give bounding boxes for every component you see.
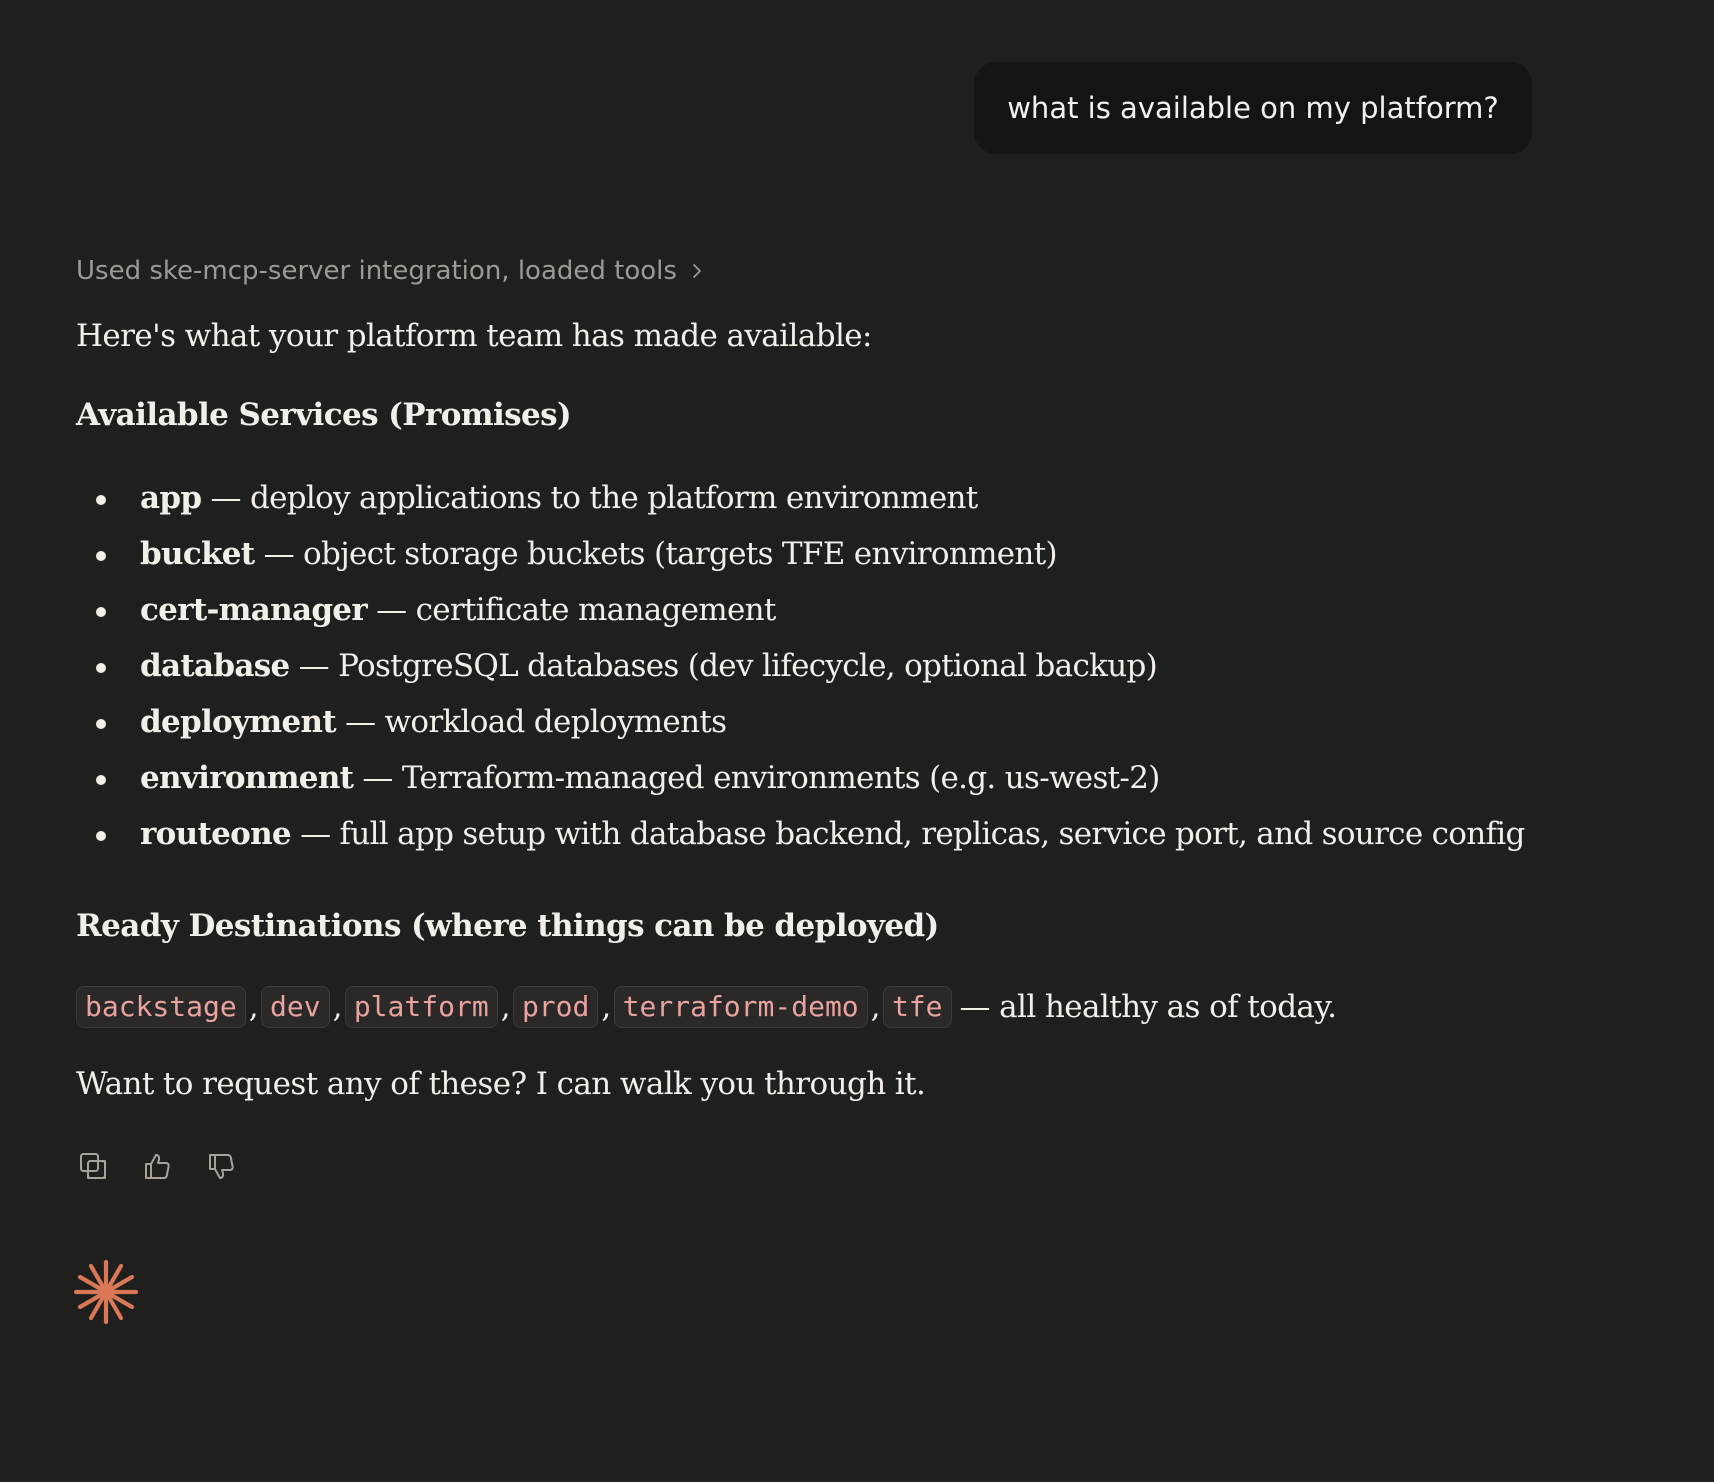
service-name: app <box>140 480 202 516</box>
list-item <box>76 582 1525 638</box>
destination-chip: dev <box>261 986 330 1028</box>
list-item <box>76 638 1525 694</box>
separator: , <box>601 989 611 1025</box>
list-item <box>76 470 1525 526</box>
destinations-tail: — all healthy as of today. <box>959 989 1337 1025</box>
service-name: deployment <box>140 704 336 740</box>
service-desc: — object storage buckets (targets TFE environment) <box>254 536 1057 572</box>
destinations-line <box>76 986 1336 1028</box>
destination-chip: backstage <box>76 986 246 1028</box>
destination-chip: terraform-demo <box>614 986 868 1028</box>
service-name: bucket <box>140 536 255 572</box>
user-message-bubble <box>974 62 1532 154</box>
destination-chip: tfe <box>883 986 952 1028</box>
service-desc: — workload deployments <box>335 704 727 740</box>
thumbs-down-icon <box>206 1151 236 1185</box>
claude-spark-icon <box>72 1258 140 1330</box>
service-name: cert-manager <box>140 592 367 628</box>
destination-chip: prod <box>513 986 598 1028</box>
response-intro: Here's what your platform team has made available: <box>76 318 872 354</box>
services-list <box>76 470 1525 862</box>
thumbs-up-button[interactable] <box>140 1151 174 1185</box>
service-desc: — certificate management <box>366 592 776 628</box>
services-heading: Available Services (Promises) <box>76 397 572 433</box>
copy-icon <box>78 1151 108 1185</box>
copy-button[interactable] <box>76 1151 110 1185</box>
message-actions <box>76 1151 238 1185</box>
destinations-heading: Ready Destinations (where things can be deployed) <box>76 908 939 944</box>
service-desc: — deploy applications to the platform environment <box>201 480 978 516</box>
list-item <box>76 750 1525 806</box>
separator: , <box>248 989 258 1025</box>
service-desc: — PostgreSQL databases (dev lifecycle, optional backup) <box>289 648 1158 684</box>
list-item <box>76 806 1525 862</box>
destination-chip: platform <box>345 986 498 1028</box>
thumbs-down-button[interactable] <box>204 1151 238 1185</box>
list-item <box>76 694 1525 750</box>
separator: , <box>332 989 342 1025</box>
response-followup: Want to request any of these? I can walk you through it. <box>76 1066 926 1102</box>
service-name: routeone <box>140 816 291 852</box>
service-desc: — full app setup with database backend, replicas, service port, and source config <box>290 816 1525 852</box>
service-name: database <box>140 648 290 684</box>
separator: , <box>870 989 880 1025</box>
chevron-right-icon <box>691 262 703 280</box>
service-name: environment <box>140 760 354 796</box>
tool-use-toggle[interactable] <box>76 256 703 286</box>
service-desc: — Terraform-managed environments (e.g. us-west-2) <box>353 760 1160 796</box>
user-message-text: what is available on my platform? <box>1007 91 1499 125</box>
thumbs-up-icon <box>142 1151 172 1185</box>
list-item <box>76 526 1525 582</box>
tool-use-label: Used ske-mcp-server integration, loaded tools <box>76 256 677 286</box>
separator: , <box>500 989 510 1025</box>
